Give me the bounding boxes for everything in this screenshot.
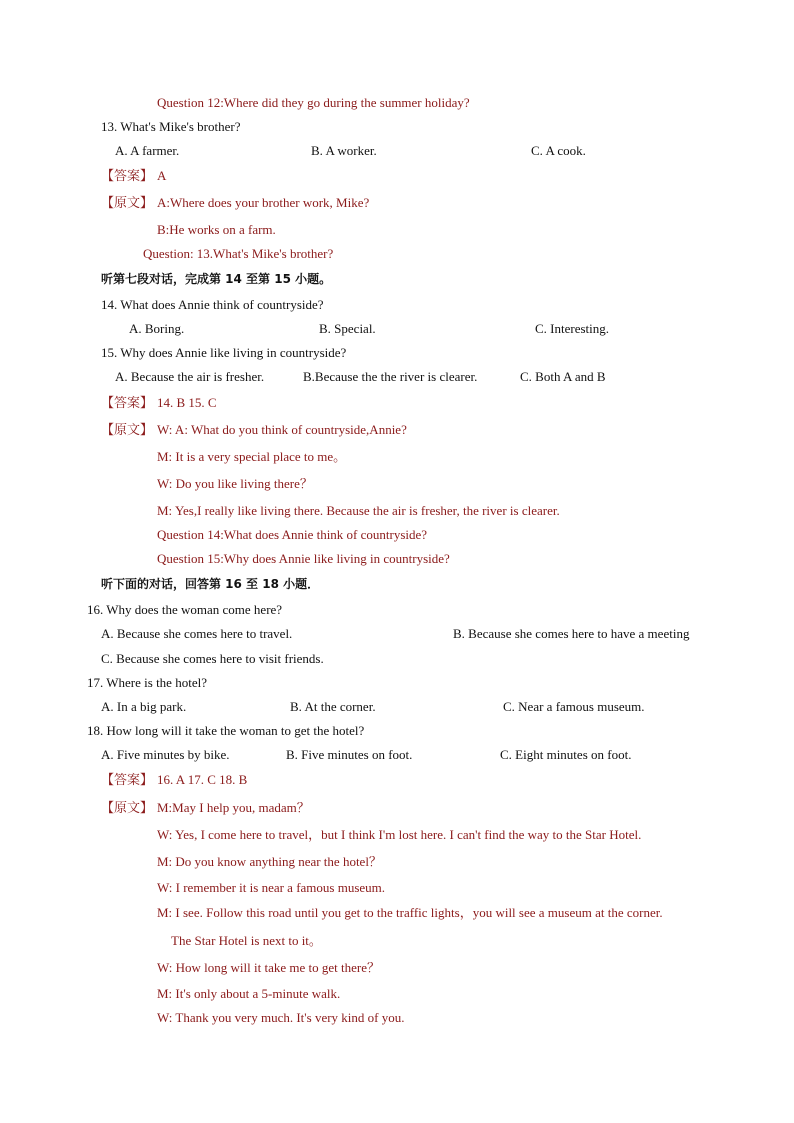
q14-question: 14. What does Annie think of countryside? bbox=[101, 297, 324, 312]
q13-answer-tag: 【答案】 bbox=[101, 168, 154, 183]
q16-question: 16. Why does the woman come here? bbox=[87, 602, 283, 617]
answer-values: 16. A 17. C 18. B bbox=[157, 772, 248, 787]
q17-option-c: C. Near a famous museum. bbox=[503, 699, 645, 714]
q13-option-b: B. A worker. bbox=[311, 143, 377, 158]
script-line: W: Do you like living there？ bbox=[157, 476, 313, 491]
answer-values: 14. B 15. C bbox=[157, 395, 217, 410]
script-line: M: It is a very special place to me。 bbox=[157, 449, 347, 464]
script-line: Question 15:Why does Annie like living in countryside? bbox=[157, 551, 450, 566]
script-line: M: I see. Follow this road until you get to the traffic lights，you will see a museum at the corner. bbox=[157, 905, 663, 920]
q15-question: 15. Why does Annie like living in countryside? bbox=[101, 345, 347, 360]
q18-option-b: B. Five minutes on foot. bbox=[286, 747, 413, 762]
answer-tag: 【答案】 bbox=[101, 395, 154, 410]
script-line: Question 14:What does Annie think of countryside? bbox=[157, 527, 428, 542]
q13-answer: A bbox=[157, 168, 167, 183]
section-heading: 听第七段对话，完成第 14 至第 15 小题。 bbox=[101, 272, 332, 286]
q18-question: 18. How long will it take the woman to get the hotel? bbox=[87, 723, 365, 738]
q17-option-a: A. In a big park. bbox=[101, 699, 187, 714]
script-line: M: It's only about a 5-minute walk. bbox=[157, 986, 341, 1001]
script-line: The Star Hotel is next to it。 bbox=[171, 933, 322, 948]
q13-script-line: B:He works on a farm. bbox=[157, 222, 276, 237]
q15-option-c: C. Both A and B bbox=[520, 369, 606, 384]
script-line: M: Yes,I really like living there. Because the air is fresher, the river is clearer. bbox=[157, 503, 560, 518]
section-heading: 听下面的对话，回答第 16 至 18 小题． bbox=[101, 577, 320, 591]
q13-script-line: Question: 13.What's Mike's brother? bbox=[143, 246, 334, 261]
q18-option-a: A. Five minutes by bike. bbox=[101, 747, 230, 762]
script-line: W: How long will it take me to get there？ bbox=[157, 960, 380, 975]
script-line: W: A: What do you think of countryside,Annie? bbox=[157, 422, 407, 437]
q16-option-a: A. Because she comes here to travel. bbox=[101, 626, 293, 641]
q14-option-b: B. Special. bbox=[319, 321, 376, 336]
script-tag: 【原文】 bbox=[101, 800, 154, 815]
script-line: W: I remember it is near a famous museum. bbox=[157, 880, 386, 895]
q13-option-a: A. A farmer. bbox=[115, 143, 180, 158]
q17-question: 17. Where is the hotel? bbox=[87, 675, 207, 690]
script-line: W: Yes, I come here to travel，but I think I'm lost here. I can't find the way to the Star Hotel. bbox=[157, 827, 642, 842]
q14-option-a: A. Boring. bbox=[129, 321, 185, 336]
q12-question-line: Question 12:Where did they go during the summer holiday? bbox=[157, 95, 470, 110]
answer-tag: 【答案】 bbox=[101, 772, 154, 787]
script-tag: 【原文】 bbox=[101, 422, 154, 437]
script-line: M:May I help you, madam？ bbox=[157, 800, 310, 815]
q17-option-b: B. At the corner. bbox=[290, 699, 376, 714]
q13-script-line: A:Where does your brother work, Mike? bbox=[157, 195, 370, 210]
q13-question: 13. What's Mike's brother? bbox=[101, 119, 241, 134]
q18-option-c: C. Eight minutes on foot. bbox=[500, 747, 632, 762]
q14-option-c: C. Interesting. bbox=[535, 321, 610, 336]
q13-option-c: C. A cook. bbox=[531, 143, 586, 158]
script-line: W: Thank you very much. It's very kind of you. bbox=[157, 1010, 405, 1025]
q15-option-b: B.Because the the river is clearer. bbox=[303, 369, 478, 384]
q16-option-b: B. Because she comes here to have a meeting bbox=[453, 626, 690, 641]
q15-option-a: A. Because the air is fresher. bbox=[115, 369, 265, 384]
q13-script-tag: 【原文】 bbox=[101, 195, 154, 210]
q16-option-c: C. Because she comes here to visit friends. bbox=[101, 651, 324, 666]
script-line: M: Do you know anything near the hotel？ bbox=[157, 854, 382, 869]
